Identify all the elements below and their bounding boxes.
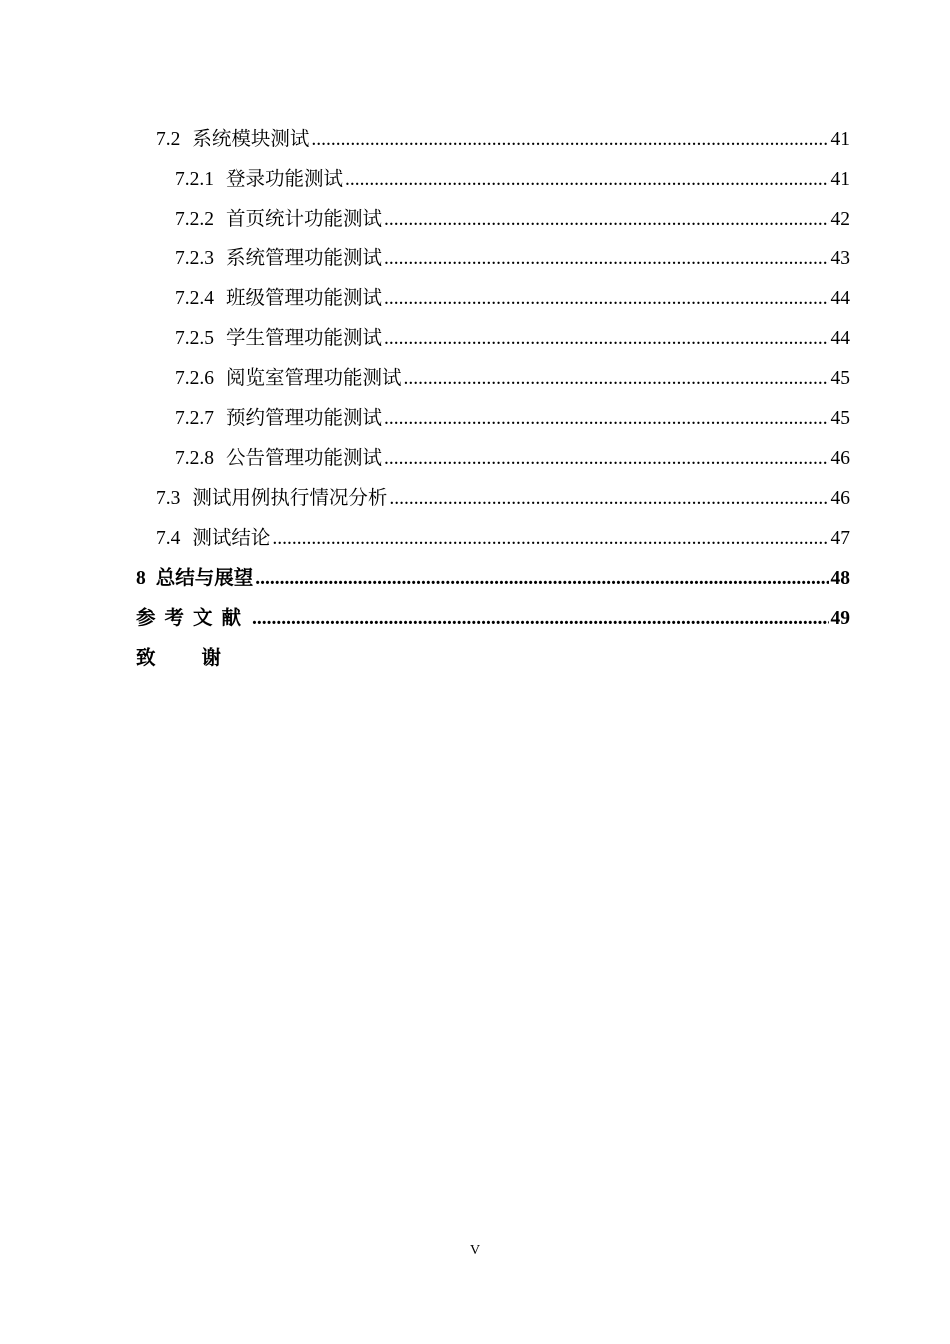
toc-entry-title: 致谢: [136, 648, 268, 669]
toc-entry-title: 系统管理功能测试: [226, 248, 383, 269]
toc-entry-7-2-1[interactable]: [175, 166, 850, 194]
toc-entry-title: 首页统计功能测试: [226, 209, 383, 230]
toc-entry-title: 系统模块测试: [192, 129, 310, 150]
page-number: V: [469, 1243, 481, 1258]
toc-entry-number: 7.2: [156, 129, 181, 150]
toc-entry-7-2-7[interactable]: [175, 405, 850, 433]
toc-entry-number: 8: [136, 568, 146, 589]
toc-entry-title: 预约管理功能测试: [226, 408, 383, 429]
toc-entry-page: 47: [830, 528, 850, 549]
toc-entry-7-4[interactable]: [156, 525, 850, 553]
toc-entry-page: 46: [830, 488, 850, 509]
toc-dot-leader: [311, 126, 828, 154]
toc-entry-page: 49: [830, 608, 850, 629]
toc-entry-title: 阅览室管理功能测试: [226, 368, 402, 389]
toc-entry-page: 45: [830, 368, 850, 389]
toc-dot-leader: [384, 445, 828, 473]
toc-entry-7-2-6[interactable]: [175, 365, 850, 393]
toc-entry-title: 测试结论: [192, 528, 271, 549]
toc-entry-page: 43: [830, 248, 850, 269]
toc-dot-leader: [389, 485, 828, 513]
toc-dot-leader: [384, 285, 828, 313]
toc-dot-leader: [345, 166, 828, 194]
toc-entry-page: 44: [830, 288, 850, 309]
toc-entry-acknowledgements[interactable]: [136, 645, 267, 673]
toc-entry-number: 7.4: [156, 528, 181, 549]
toc-entry-7-2-2[interactable]: [175, 206, 850, 234]
toc-entry-7-2-8[interactable]: [175, 445, 850, 473]
toc-entry-title: 公告管理功能测试: [226, 448, 383, 469]
toc-entry-number: 7.2.8: [175, 448, 214, 469]
toc-dot-leader: [252, 605, 828, 633]
toc-entry-number: 7.2.1: [175, 169, 214, 190]
toc-entry-number: 7.2.2: [175, 209, 214, 230]
toc-entry-number: 7.2.6: [175, 368, 214, 389]
toc-dot-leader: [384, 206, 828, 234]
toc-entry-7-3[interactable]: [156, 485, 850, 513]
toc-entry-number: 7.2.7: [175, 408, 214, 429]
toc-dot-leader: [384, 245, 828, 273]
toc-entry-7-2-3[interactable]: [175, 245, 850, 273]
toc-entry-title: 参考文献: [136, 608, 251, 629]
toc-entry-title: 登录功能测试: [226, 169, 344, 190]
toc-entry-page: 46: [830, 448, 850, 469]
toc-entry-references[interactable]: [136, 605, 850, 633]
toc-entry-title: 测试用例执行情况分析: [192, 488, 388, 509]
toc-entry-7-2-4[interactable]: [175, 285, 850, 313]
toc-entry-page: 45: [830, 408, 850, 429]
toc-entry-number: 7.2.5: [175, 328, 214, 349]
toc-entry-7-2[interactable]: [156, 126, 850, 154]
toc-entry-number: 7.2.3: [175, 248, 214, 269]
toc-dot-leader: [272, 525, 828, 553]
toc-entry-page: 41: [830, 129, 850, 150]
toc-dot-leader: [404, 365, 829, 393]
toc-entry-page: 41: [830, 169, 850, 190]
toc-entry-page: 42: [830, 209, 850, 230]
toc-entry-7-2-5[interactable]: [175, 325, 850, 353]
toc-dot-leader: [255, 565, 828, 593]
toc-entry-page: 48: [830, 568, 850, 589]
toc-entry-number: 7.2.4: [175, 288, 214, 309]
toc-dot-leader: [384, 325, 828, 353]
toc-dot-leader: [384, 405, 828, 433]
toc-entry-title: 学生管理功能测试: [226, 328, 383, 349]
toc-entry-chapter-8[interactable]: [136, 565, 850, 593]
toc-entry-title: 班级管理功能测试: [226, 288, 383, 309]
toc-entry-page: 44: [830, 328, 850, 349]
toc-entry-title: 总结与展望: [155, 568, 254, 589]
toc-entry-number: 7.3: [156, 488, 181, 509]
